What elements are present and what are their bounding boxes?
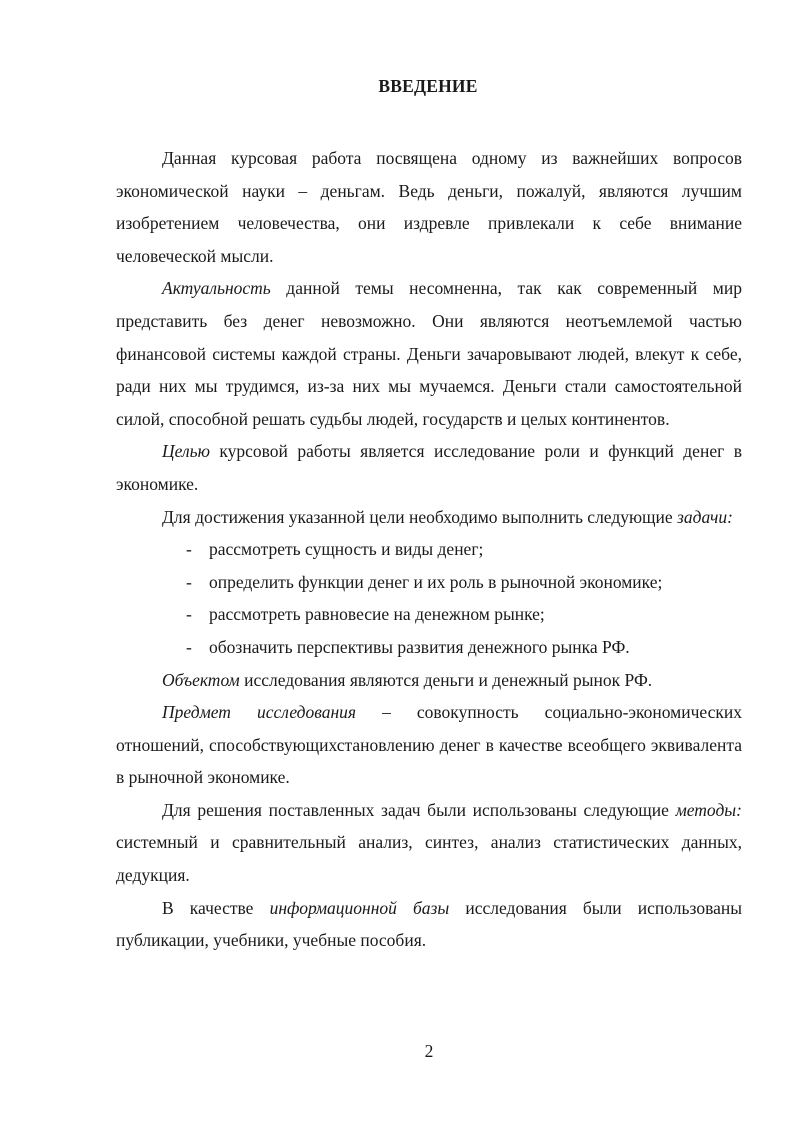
paragraph-methods <box>116 794 742 892</box>
term-info-base: информационной базы <box>269 897 450 918</box>
paragraph-intro: Данная курсовая работа посвящена одному из важнейших вопросов экономической науки – деньгам. Ведь деньги, пожалуй, являются лучшим изобретением человечества, они издревле привлекали к себе внимание человеческой мысли. <box>116 148 742 266</box>
term-relevance: Актуальность <box>162 278 271 299</box>
list-item <box>116 598 742 631</box>
list-item <box>116 533 742 566</box>
list-item-text: рассмотреть сущность и виды денег; <box>209 539 484 560</box>
paragraph-tasks-intro <box>116 501 742 534</box>
methods-text: системный и сравнительный анализ, синтез, анализ статистических данных, дедукция. <box>116 832 742 886</box>
sources-intro-text: В качестве <box>162 897 270 918</box>
list-item-text: обозначить перспективы развития денежного рынка РФ. <box>209 636 630 657</box>
paragraph-relevance <box>116 272 742 435</box>
list-dash: - <box>186 571 192 592</box>
relevance-text: данной темы несомненна, так как современный мир представить без денег невозможно. Они являются неотъемлемой частью финансовой системы каждой страны. Деньги зачаровывают людей, влекут к себе, ради них мы трудимся, из-за них мы мучаемся. Деньги стали самостоятельной силой, способной решать судьбы людей, государств и целых континентов. <box>116 278 742 429</box>
methods-intro-text: Для решения поставленных задач были использованы следующие <box>162 799 676 820</box>
section-title: ВВЕДЕНИЕ <box>378 76 478 96</box>
subject-text: – совокупность социально-экономических отношений, способствующихстановлению денег в качестве всеобщего эквивалента в рыночной экономике. <box>116 702 742 788</box>
goal-text: курсовой работы является исследование роли и функций денег в экономике. <box>116 441 742 494</box>
task-list <box>116 533 742 663</box>
list-item <box>116 566 742 599</box>
body-text <box>116 142 742 957</box>
term-object: Объектом <box>162 669 240 690</box>
term-tasks: задачи: <box>677 506 733 527</box>
paragraph-goal <box>116 435 742 500</box>
term-methods: методы: <box>675 799 742 820</box>
paragraph-object <box>116 664 742 697</box>
term-goal: Целью <box>162 441 210 462</box>
list-item-text: рассмотреть равновесие на денежном рынке; <box>209 604 545 625</box>
tasks-intro-text: Для достижения указанной цели необходимо выполнить следующие <box>162 506 678 527</box>
object-text: исследования являются деньги и денежный рынок РФ. <box>239 669 653 690</box>
list-dash: - <box>186 604 192 625</box>
list-dash: - <box>186 636 192 657</box>
list-dash: - <box>186 539 192 560</box>
list-item <box>116 631 742 664</box>
list-item-text: определить функции денег и их роль в рыночной экономике; <box>209 571 663 592</box>
paragraph-sources <box>116 892 742 957</box>
paragraph-subject <box>116 696 742 794</box>
page-number: 2 <box>424 1041 434 1061</box>
term-subject: Предмет исследования <box>162 702 357 723</box>
sources-text: исследования были использованы публикации, учебники, учебные пособия. <box>116 897 743 951</box>
